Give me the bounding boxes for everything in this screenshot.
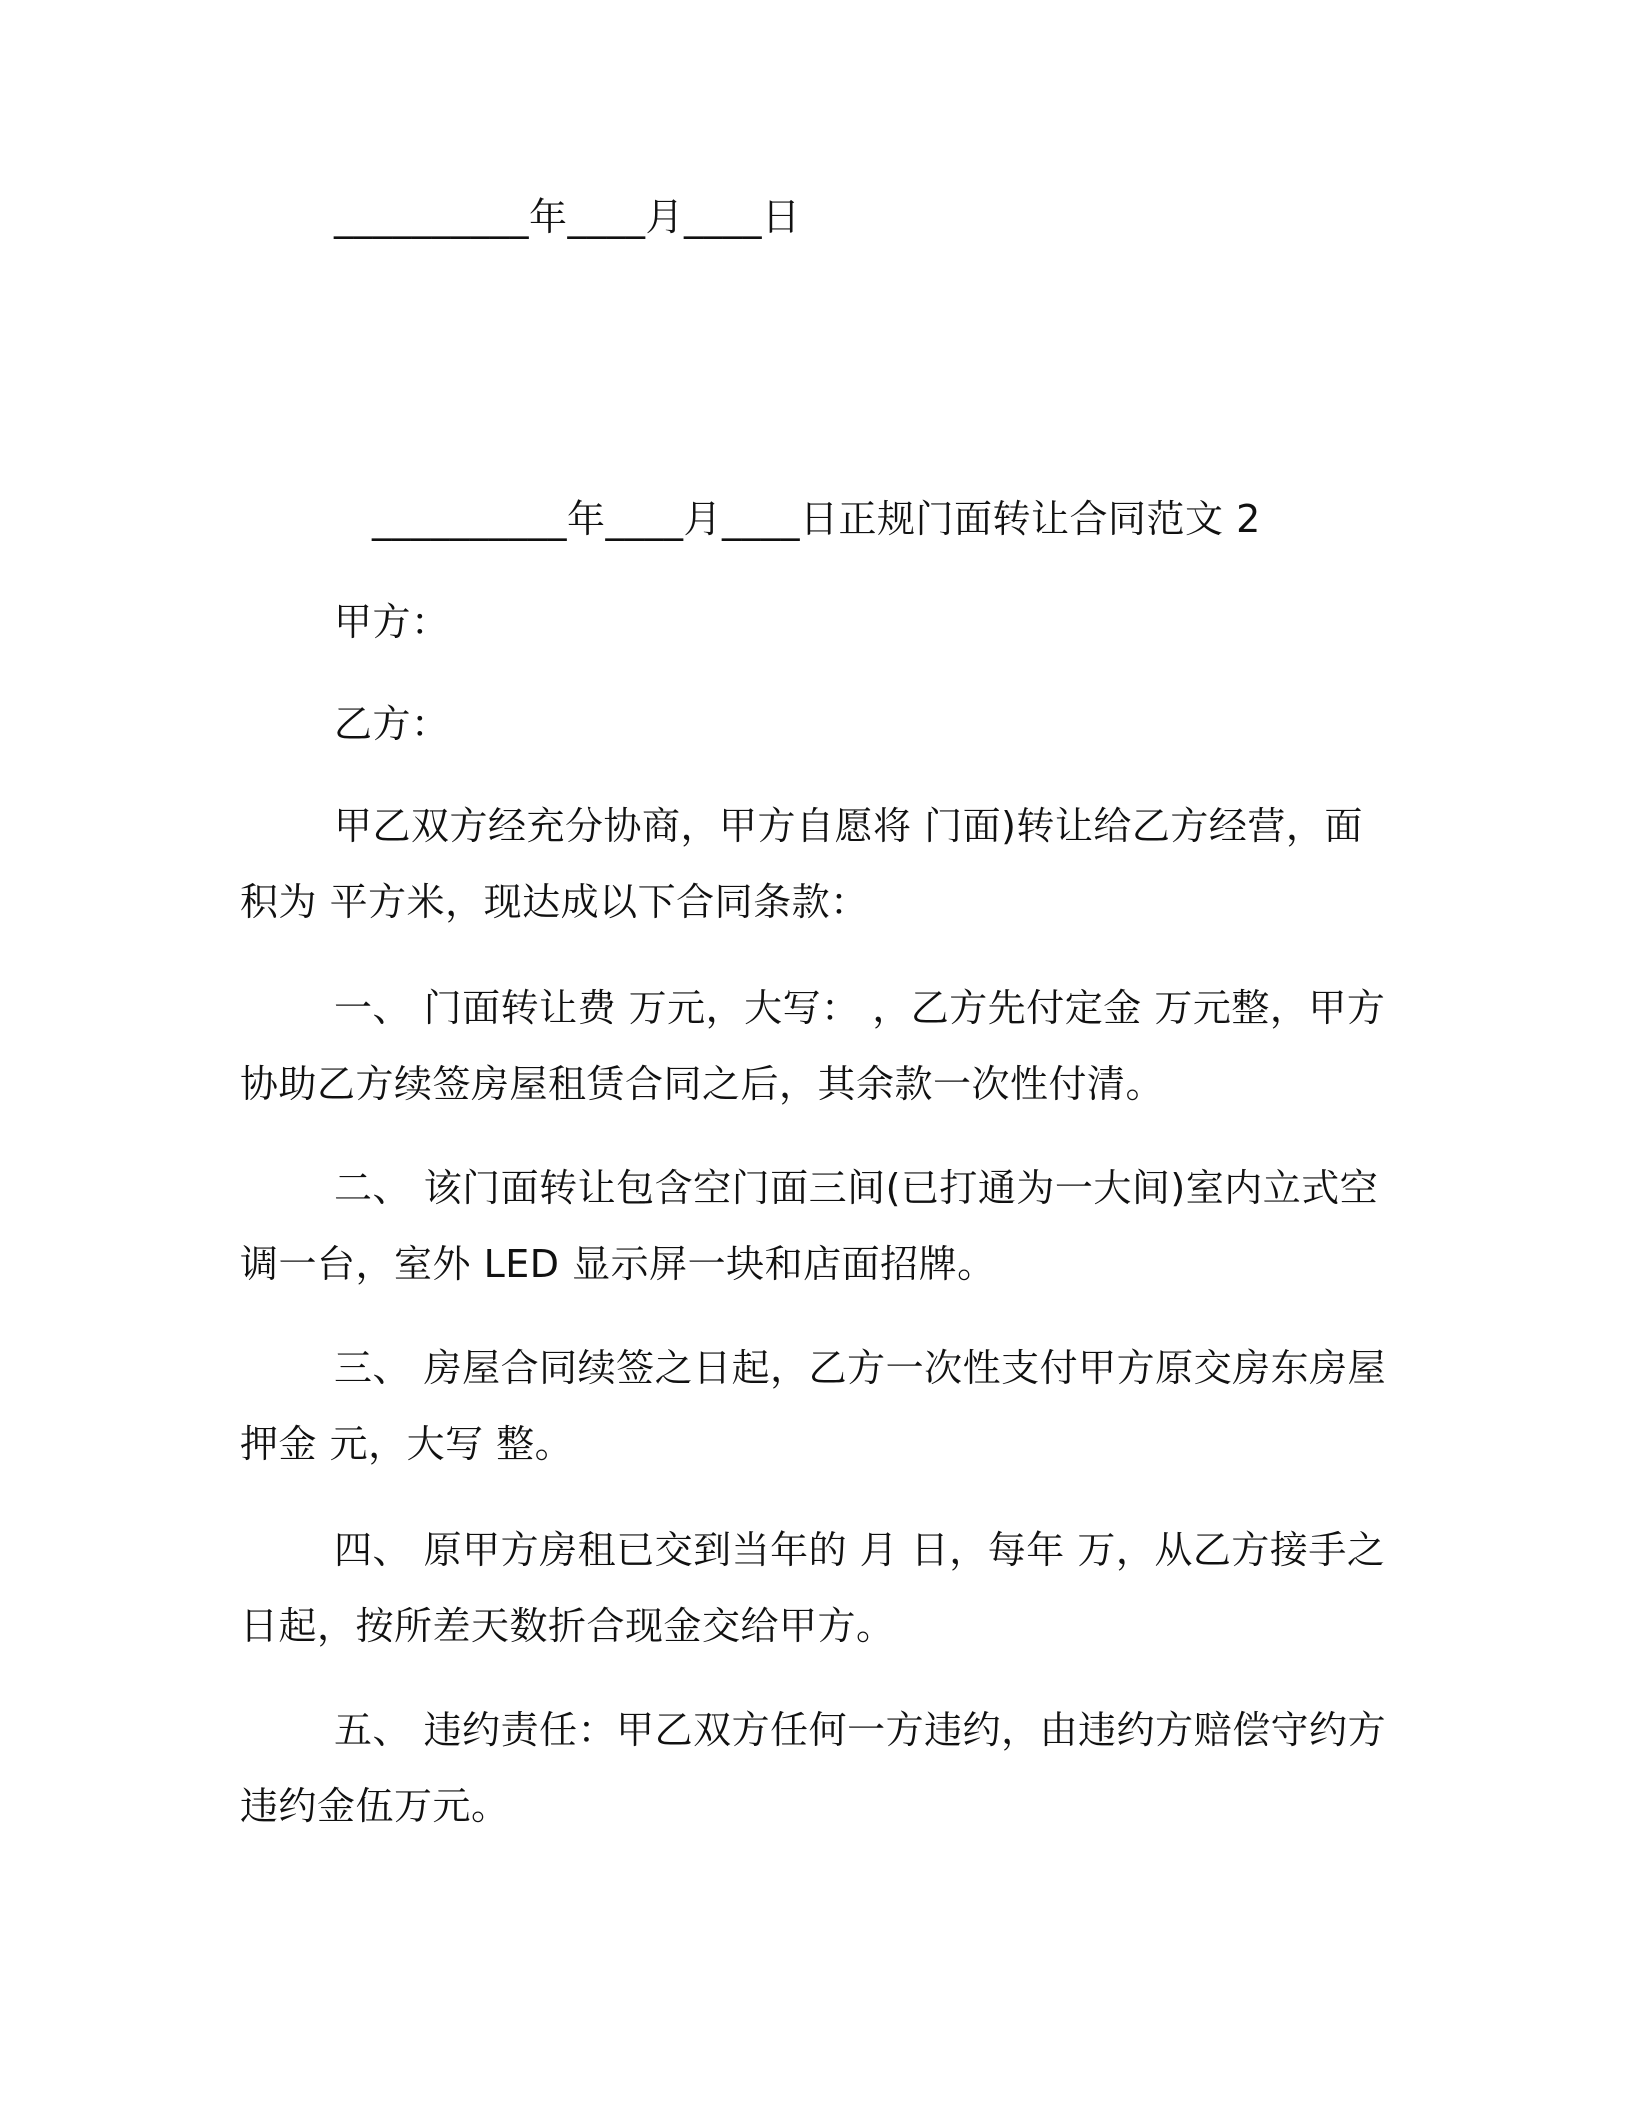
intro-paragraph: 甲乙双方经充分协商，甲方自愿将 门面)转让给乙方经营，面积为 平方米，现达成以下合同条款： — [240, 804, 1363, 924]
clause-5: 五、 违约责任：甲乙双方任何一方违约，由违约方赔偿守约方违约金伍万元。 — [240, 1708, 1387, 1828]
clause-1: 一、 门面转让费 万元，大写： ，乙方先付定金 万元整，甲方协助乙方续签房屋租赁合同之后，其余款一次性付清。 — [240, 986, 1386, 1106]
date-line: __________年____月____日 — [334, 195, 801, 239]
clause-4: 四、 原甲方房租已交到当年的 月 日，每年 万，从乙方接手之日起，按所差天数折合现金交给甲方。 — [240, 1528, 1386, 1648]
document-title: __________年____月____日正规门面转让合同范文 2 — [372, 497, 1261, 541]
party-a-label: 甲方： — [334, 600, 450, 644]
clause-2: 二、 该门面转让包含空门面三间(已打通为一大间)室内立式空调一台，室外 LED 显示屏一块和店面招牌。 — [240, 1166, 1379, 1286]
clause-3: 三、 房屋合同续签之日起，乙方一次性支付甲方原交房东房屋押金 元，大写 整。 — [240, 1346, 1387, 1466]
party-b-label: 乙方： — [334, 702, 450, 746]
